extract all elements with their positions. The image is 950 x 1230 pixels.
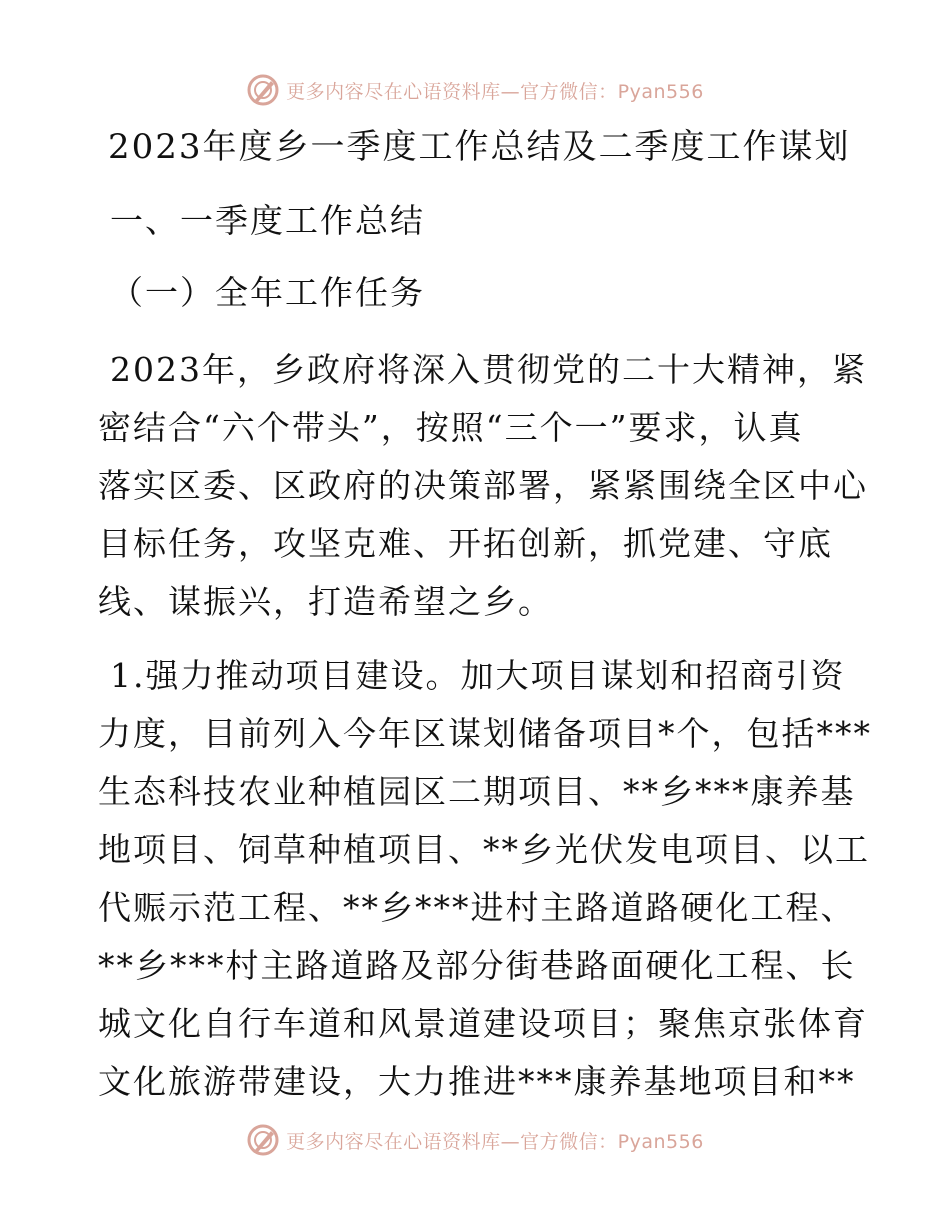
document-title: 2023年度乡一季度工作总结及二季度工作谋划 <box>108 127 851 167</box>
watermark-text: 更多内容尽在心语资料库—官方微信：Pyan556 <box>286 80 704 103</box>
paragraph-line: 目标任务，攻坚克难、开拓创新，抓党建、守底 <box>98 524 833 563</box>
watermark-footer <box>0 1120 950 1160</box>
paragraph-line: 地项目、饲草种植项目、**乡光伏发电项目、以工 <box>98 830 870 869</box>
paragraph-line: 2023年，乡政府将深入贯彻党的二十大精神，紧 <box>110 350 867 389</box>
paragraph-line: 密结合“六个带头”，按照“三个一”要求，认真 <box>98 408 804 447</box>
watermark-text: 更多内容尽在心语资料库—官方微信：Pyan556 <box>286 1130 704 1153</box>
paragraph-line: 力度，目前列入今年区谋划储备项目*个，包括*** <box>98 714 872 753</box>
pen-circle-logo-icon <box>246 73 280 107</box>
paragraph-line: 代赈示范工程、**乡***进村主路道路硬化工程、 <box>98 888 856 927</box>
paragraph-line: 落实区委、区政府的决策部署，紧紧围绕全区中心 <box>98 466 868 505</box>
subsection-heading: （一）全年工作任务 <box>110 273 425 312</box>
paragraph-line: 城文化自行车道和风景道建设项目；聚焦京张体育 <box>98 1004 868 1043</box>
pen-circle-logo-icon <box>246 1123 280 1157</box>
paragraph-line: 1.强力推动项目建设。加大项目谋划和招商引资 <box>110 656 846 695</box>
section-heading: 一、一季度工作总结 <box>110 201 425 240</box>
watermark-header <box>0 70 950 110</box>
paragraph-line: 线、谋振兴，打造希望之乡。 <box>98 582 553 621</box>
paragraph-line: 生态科技农业种植园区二期项目、**乡***康养基 <box>98 772 856 811</box>
paragraph-line: 文化旅游带建设，大力推进***康养基地项目和** <box>98 1062 856 1101</box>
paragraph-line: **乡***村主路道路及部分街巷路面硬化工程、长 <box>98 946 856 985</box>
